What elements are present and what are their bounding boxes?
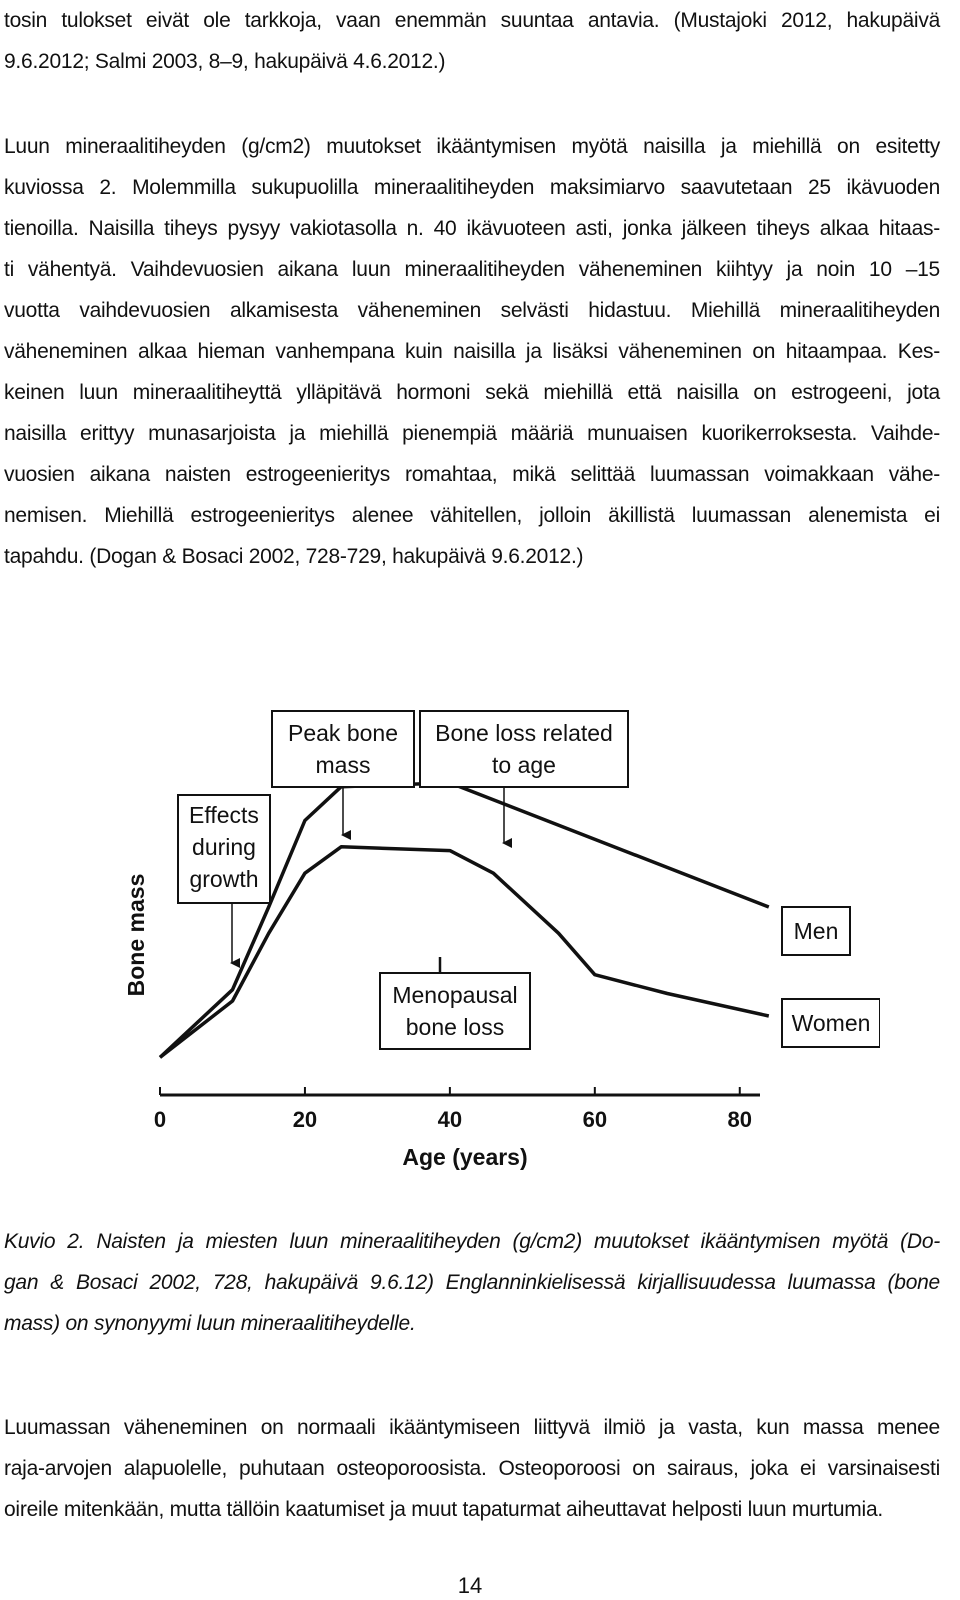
text-line: raja-arvojen alapuolelle, puhutaan osteoporoosista. Osteoporoosi on sairaus, joka ei varsinaisesti [4,1457,940,1480]
y-axis-label: Bone mass [123,873,149,997]
text-line: vuosien aikana naisten estrogeenieritys romahtaa, mikä selittää luumassan voimakkaan vähe- [4,463,940,486]
text-line: nemisen. Miehillä estrogeenieritys alenee vähitellen, jolloin äkillistä luumassan alenemista ei [4,504,940,527]
text-line: tosin tulokset eivät ole tarkkoja, vaan enemmän suuntaa antavia. (Mustajoki 2012, hakupäivä [4,9,940,32]
text-line: oireile mitenkään, mutta tällöin kaatumiset ja muut tapaturmat aiheuttavat helposti luun murtumia. [4,1498,883,1521]
x-tick-label: 40 [437,1107,463,1132]
x-tick-label: 20 [292,1107,318,1132]
text-line: Luumassan väheneminen on normaali ikääntymiseen liittyvä ilmiö ja vasta, kun massa menee [4,1416,940,1439]
caption-line: mass) on synonyymi luun mineraalitiheydelle. [4,1312,416,1335]
menopause-box-line-1: Menopausal [392,982,518,1008]
paragraph-bone-density [4,126,940,577]
menopause-box-line-2: bone loss [405,1014,505,1040]
caption-line: gan & Bosaci 2002, 728, hakupäivä 9.6.12) Englanninkielisessä kirjallisuudessa luumassa (bone [4,1271,940,1294]
growth-box-line-2: during [192,834,256,860]
text-line: ti vähentyä. Vaihdevuosien aikana luun mineraalitiheyden väheneminen kiihtyy ja noin 10 –15 [4,258,940,281]
text-line: tienoilla. Naisilla tiheys pysyy vakiotasolla n. 40 ikävuoteen asti, jonka jälkeen tiheys alkaa hitaas- [4,217,940,240]
paragraph-continued [4,0,940,82]
text-line: tapahdu. (Dogan & Bosaci 2002, 728-729, hakupäivä 9.6.2012.) [4,545,584,568]
women-series-label: Women [791,1010,871,1036]
x-tick-label: 60 [582,1107,608,1132]
x-axis-label: Age (years) [402,1144,528,1170]
bone-mass-chart [100,695,880,1195]
text-line: väheneminen alkaa hieman vanhempana kuin naisilla ja lisäksi väheneminen on hitaampaa. Kes- [4,340,940,363]
page-number: 14 [457,1573,483,1598]
text-line: naisilla erittyy munasarjoista ja miehillä pienempiä määriä munuaisen kuorikerroksesta. Vaihde- [4,422,940,445]
caption-line: Kuvio 2. Naisten ja miesten luun mineraalitiheyden (g/cm2) muutokset ikääntymisen myötä (Do- [4,1230,940,1253]
text-line: 9.6.2012; Salmi 2003, 8–9, hakupäivä 4.6.2012.) [4,50,446,73]
text-line: Luun mineraalitiheyden (g/cm2) muutokset ikääntymisen myötä naisilla ja miehillä on esitetty [4,135,940,158]
text-line: kuviossa 2. Molemmilla sukupuolilla mineraalitiheyden maksimiarvo saavutetaan 25 ikävuoden [4,176,940,199]
growth-box-line-1: Effects [189,802,259,828]
age-loss-box-line-1: Bone loss related [435,720,613,746]
x-tick-label: 0 [153,1107,167,1132]
text-line: vuotta vaihdevuosien alkamisesta väheneminen selvästi hidastuu. Miehillä mineraalitiheyden [4,299,940,322]
growth-box-line-3: growth [189,866,259,892]
men-series-label: Men [793,918,839,944]
age-loss-box-line-2: to age [492,752,556,778]
bone-mass-figure [100,695,880,1195]
text-line: keinen luun mineraalitiheyttä ylläpitävä hormoni sekä miehillä että naisilla on estrogeeni, jota [4,381,940,404]
paragraph-osteoporosis [4,1407,940,1530]
peak-box-line-1: Peak bone [288,720,398,746]
figure-caption [4,1221,940,1344]
peak-box-line-2: mass [315,752,371,778]
x-tick-label: 80 [727,1107,753,1132]
